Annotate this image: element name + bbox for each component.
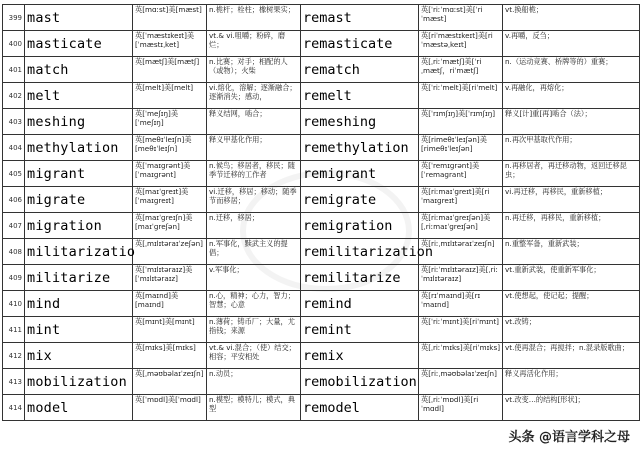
derived-word: remigrate <box>303 191 377 208</box>
row-number: 408 <box>8 247 22 256</box>
derived-phonetic: 英[ˈremɪɡrənt]美[ˈremaɡrant] <box>421 161 480 179</box>
table-row <box>3 187 640 213</box>
derived-meaning: n.再次甲基取代作用； <box>505 135 577 144</box>
row-number: 400 <box>8 39 22 48</box>
headword-cell <box>25 5 133 31</box>
headword: methylation <box>27 139 119 156</box>
derived-word-cell <box>301 239 434 265</box>
headword: melt <box>27 87 61 104</box>
headword-meaning-cell <box>207 265 301 291</box>
row-number: 412 <box>8 351 22 360</box>
row-number-cell <box>3 31 25 57</box>
derived-word: remodel <box>303 399 360 416</box>
derived-meaning: v.再嚼，反刍； <box>505 31 555 40</box>
headword-meaning: n.模型；模特儿；模式，典型 <box>209 395 295 413</box>
derived-word: remind <box>303 295 352 312</box>
headword-meaning-cell <box>207 369 301 395</box>
headword-phonetic: 英[ˈmeʃɪŋ]美[ˈmeʃɪŋ] <box>135 109 179 127</box>
derived-phonetic: 英[ˈriːˈmɪnt]美[riˈmɪnt] <box>421 317 499 326</box>
derived-meaning: vt.换船桅； <box>505 5 544 14</box>
headword-phonetic-cell <box>133 109 207 135</box>
headword-phonetic-cell <box>133 213 207 239</box>
derived-word: rematch <box>303 61 360 78</box>
headword-cell <box>25 187 133 213</box>
derived-meaning: vt.改铸； <box>505 317 536 326</box>
derived-meaning: 释义[计]重[再]啮合（法）； <box>505 109 592 118</box>
headword-meaning: vi.迁移，移居；移动；随季节而移居； <box>209 187 297 205</box>
derived-word-cell <box>301 369 419 395</box>
headword-meaning: vi.熔化，溶解；逐渐融合；逐渐消失；感动， <box>209 83 297 101</box>
derived-phonetic: 英[rimeθɪˈleɪʃən]美[rimeθɪˈleɪʃən] <box>421 135 487 153</box>
table-row <box>3 57 640 83</box>
derived-phonetic: 英[ˈrɪmʃɪŋ]美[ˈrɪmʃɪŋ] <box>421 109 496 118</box>
derived-word: remasticate <box>303 35 393 52</box>
headword-phonetic: 英[ˈmæstɪkeɪt]美[ˈmæstɪˌket] <box>135 31 195 49</box>
derived-phonetic: 英[riˈmæstɪkeɪt]美[riˈmæstəˌkeɪt] <box>421 31 493 49</box>
derived-meaning-cell <box>503 265 640 291</box>
row-number: 407 <box>8 221 22 230</box>
derived-meaning-cell <box>503 343 640 369</box>
headword-meaning-cell <box>207 187 301 213</box>
table-row <box>3 31 640 57</box>
headword-meaning-cell <box>207 395 301 421</box>
headword: model <box>27 399 69 416</box>
headword-phonetic-cell <box>133 317 207 343</box>
derived-meaning-cell <box>503 187 640 213</box>
headword: match <box>27 61 69 78</box>
table-row <box>3 343 640 369</box>
derived-word: remelt <box>303 87 352 104</box>
derived-word-cell <box>301 187 419 213</box>
derived-word-cell <box>301 291 419 317</box>
watermark-prefix: 头条 <box>508 430 535 445</box>
derived-meaning-cell <box>503 135 640 161</box>
derived-word-cell <box>301 109 419 135</box>
headword-phonetic-cell <box>133 265 207 291</box>
headword-cell <box>25 135 133 161</box>
headword-cell <box>25 369 133 395</box>
table-row <box>3 291 640 317</box>
derived-word: remigration <box>303 217 393 234</box>
headword-meaning-cell <box>207 83 301 109</box>
derived-meaning: vt.重新武装，使重新军事化； <box>505 265 601 274</box>
table-row <box>3 109 640 135</box>
headword-phonetic: 英[maɪnd]美[maɪnd] <box>135 291 179 309</box>
derived-word: remethylation <box>303 139 409 156</box>
table-row <box>3 239 640 265</box>
headword-cell <box>25 161 133 187</box>
headword-meaning: n.比赛；对手；相配的人（或物）；火柴 <box>209 57 288 75</box>
headword-meaning-cell <box>207 57 301 83</box>
headword-cell <box>25 109 133 135</box>
row-number: 409 <box>8 273 22 282</box>
derived-meaning: n.再移居者，再迁移动物，返回迁移昆虫； <box>505 161 627 179</box>
headword-meaning: vt.& vi.咀嚼；粉碎，磨烂； <box>209 31 286 49</box>
headword-cell <box>25 265 133 291</box>
headword-meaning: vt.& vi.混合；（使）结交；相容；平安相处 <box>209 343 296 361</box>
table-row <box>3 317 640 343</box>
derived-meaning-cell <box>503 213 640 239</box>
headword-cell <box>25 291 133 317</box>
derived-phonetic: 英[ˌriːˈmɒdl]美[riˈmɑdl] <box>421 395 479 413</box>
derived-word-cell <box>301 395 419 421</box>
derived-phonetic-cell <box>419 83 503 109</box>
derived-word: remint <box>303 321 352 338</box>
derived-word: remeshing <box>303 113 377 130</box>
headword: militarize <box>27 269 111 286</box>
headword-meaning: v.军事化； <box>209 265 244 274</box>
derived-meaning: vt.改变…的结构[形状]； <box>505 395 585 404</box>
headword-meaning: n.动员； <box>209 369 238 378</box>
derived-phonetic: 英[riːˈmɪlɪtəraɪz]美[ˌriːˈmɪlɪtəraɪz] <box>421 265 498 283</box>
derived-word-cell <box>301 213 419 239</box>
derived-meaning-cell <box>503 317 640 343</box>
row-number-cell <box>3 395 25 421</box>
headword-phonetic: 英[mætʃ]美[mætʃ] <box>135 57 200 66</box>
headword-meaning: n.候鸟；移居者，移民；随季节迁移的工作者 <box>209 161 295 179</box>
watermark <box>504 425 634 446</box>
row-number-cell <box>3 213 25 239</box>
derived-phonetic-cell <box>419 31 503 57</box>
headword-phonetic: 英[ˌmɪlɪtəraɪˈzeʃən] <box>135 239 203 248</box>
row-number-cell <box>3 83 25 109</box>
derived-word-cell <box>301 135 419 161</box>
table-row <box>3 265 640 291</box>
derived-meaning-cell <box>503 161 640 187</box>
derived-meaning-cell <box>503 395 640 421</box>
word-table-body <box>3 5 640 421</box>
headword-meaning-cell <box>207 213 301 239</box>
headword-phonetic: 英[mɪnt]美[mɪnt] <box>135 317 195 326</box>
derived-word-cell <box>301 83 419 109</box>
row-number-cell <box>3 135 25 161</box>
derived-phonetic-cell <box>419 317 503 343</box>
headword-cell <box>25 395 133 421</box>
headword-phonetic: 英[maɪˈɡreɪt]美[ˈmaɪɡreɪt] <box>135 187 189 205</box>
headword-meaning: n.桅杆；栓柱；橡树果实； <box>209 5 295 14</box>
headword-cell <box>25 317 133 343</box>
row-number-cell <box>3 161 25 187</box>
derived-word: remast <box>303 9 352 26</box>
derived-phonetic: 英[riːˌmɪlɪtəraɪˈzeɪʃn] <box>421 239 495 248</box>
headword-meaning-cell <box>207 239 301 265</box>
headword-phonetic-cell <box>133 239 207 265</box>
derived-meaning-cell <box>503 291 640 317</box>
row-number: 406 <box>8 195 22 204</box>
headword: mobilization <box>27 373 127 390</box>
derived-word: remobilization <box>303 373 417 390</box>
derived-meaning: v.再融化，再熔化； <box>505 83 569 92</box>
headword-meaning-cell <box>207 317 301 343</box>
headword-phonetic-cell <box>133 135 207 161</box>
headword-phonetic-cell <box>133 369 207 395</box>
derived-phonetic-cell <box>419 343 503 369</box>
headword-cell <box>25 213 133 239</box>
derived-phonetic-cell <box>419 395 503 421</box>
row-number: 405 <box>8 169 22 178</box>
derived-meaning: n.再迁移，再移民，重新移植； <box>505 213 606 222</box>
headword-meaning-cell <box>207 31 301 57</box>
row-number-cell <box>3 317 25 343</box>
headword-phonetic-cell <box>133 291 207 317</box>
headword-meaning-cell <box>207 5 301 31</box>
derived-word-cell <box>301 5 419 31</box>
headword-meaning-cell <box>207 291 301 317</box>
headword-meaning-cell <box>207 343 301 369</box>
headword-phonetic: 英[ˈmɪlɪtəraɪz]美[ˈmɪlɪtəraɪz] <box>135 265 193 283</box>
headword-phonetic-cell <box>133 395 207 421</box>
derived-phonetic-cell <box>419 161 503 187</box>
derived-phonetic-cell <box>419 109 503 135</box>
headword-phonetic-cell <box>133 57 207 83</box>
derived-word: remilitarization <box>303 243 434 260</box>
derived-word: remigrant <box>303 165 377 182</box>
derived-phonetic: 英[rɪˈmaɪnd]美[rɪˈmaɪnd] <box>421 291 481 309</box>
derived-meaning-cell <box>503 31 640 57</box>
row-number: 402 <box>8 91 22 100</box>
derived-meaning-cell <box>503 5 640 31</box>
derived-word-cell <box>301 265 419 291</box>
derived-meaning-cell <box>503 83 640 109</box>
row-number: 413 <box>8 377 22 386</box>
headword-phonetic: 英[mɑːst]美[mæst] <box>135 5 202 14</box>
derived-word-cell <box>301 31 419 57</box>
headword: mind <box>27 295 61 312</box>
derived-phonetic-cell <box>419 291 503 317</box>
headword-meaning: 释义结网，啮合； <box>209 109 267 118</box>
headword-phonetic: 英[ˈmɒdl]美[ˈmɑdl] <box>135 395 201 404</box>
derived-meaning-cell <box>503 109 640 135</box>
derived-meaning: vi.再迁移，再移民，重新移植； <box>505 187 607 196</box>
derived-phonetic-cell <box>419 369 503 395</box>
derived-word-cell <box>301 317 419 343</box>
derived-meaning: 释义再活化作用； <box>505 369 563 378</box>
derived-word-cell <box>301 57 419 83</box>
row-number-cell <box>3 57 25 83</box>
row-number-cell <box>3 265 25 291</box>
row-number-cell <box>3 343 25 369</box>
row-number: 410 <box>8 299 22 308</box>
headword-phonetic: 英[ˈmaɪɡrənt]美[ˈmaɪɡrənt] <box>135 161 191 179</box>
table-row <box>3 213 640 239</box>
derived-phonetic: 英[ˌriːˈmætʃ]美[ˈriˌmætʃ，riˈmætʃ] <box>421 57 482 75</box>
table-row <box>3 5 640 31</box>
derived-phonetic-cell <box>419 187 503 213</box>
watermark-handle: @语言学科之母 <box>538 430 630 445</box>
table-row <box>3 83 640 109</box>
derived-meaning-cell <box>503 239 640 265</box>
derived-phonetic-cell <box>419 213 503 239</box>
headword: migrant <box>27 165 86 182</box>
headword-meaning: n.军事化，黩武主义的提倡； <box>209 239 288 257</box>
headword-phonetic: 英[maɪˈɡreɪʃn]美[maɪˈɡreʃən] <box>135 213 193 231</box>
headword: mast <box>27 9 61 26</box>
headword: mix <box>27 347 52 364</box>
derived-meaning-cell <box>503 369 640 395</box>
headword: mint <box>27 321 61 338</box>
headword-phonetic: 英[meθɪˈleɪʃn]美[meθɪˈleɪʃn] <box>135 135 192 153</box>
headword: militarizatio <box>27 243 136 260</box>
headword-cell <box>25 343 133 369</box>
headword-meaning: n.心，精神；心力，智力；智慧；心意 <box>209 291 295 309</box>
headword-phonetic-cell <box>133 343 207 369</box>
headword-phonetic: 英[mɪks]美[mɪks] <box>135 343 196 352</box>
row-number: 401 <box>8 65 22 74</box>
derived-meaning: n.（运动竞赛、桥牌等的）重赛； <box>505 57 613 66</box>
table-row <box>3 135 640 161</box>
derived-meaning-cell <box>503 57 640 83</box>
row-number-cell <box>3 291 25 317</box>
derived-phonetic-cell <box>419 57 503 83</box>
derived-phonetic: 英[riːmaɪˈɡreɪʃən]美[ˌriːmaɪˈɡreɪʃən] <box>421 213 491 231</box>
derived-word: remilitarize <box>303 269 401 286</box>
row-number: 414 <box>8 403 22 412</box>
headword-meaning-cell <box>207 109 301 135</box>
headword: masticate <box>27 35 102 52</box>
derived-phonetic: 英[ˌriːˈmɪks]美[riˈmɪks] <box>421 343 501 352</box>
derived-phonetic-cell <box>419 5 503 31</box>
derived-meaning: vt.使再混合；再搅拌；n.混录版歌曲； <box>505 343 630 352</box>
row-number: 404 <box>8 143 22 152</box>
headword-meaning: n.薄荷；铸币厂；大量，尤指钱；来源 <box>209 317 295 335</box>
derived-phonetic: 英[riːmaɪˈɡreɪt]美[riˈmaɪɡreɪt] <box>421 187 490 205</box>
row-number-cell <box>3 109 25 135</box>
table-row <box>3 369 640 395</box>
derived-meaning: vt.使想起，使记起；提醒； <box>505 291 594 300</box>
derived-phonetic: 英[ˈriːˈmelt]美[riˈmelt] <box>421 83 498 92</box>
derived-word: remix <box>303 347 344 364</box>
headword-phonetic-cell <box>133 5 207 31</box>
headword-phonetic-cell <box>133 161 207 187</box>
row-number: 399 <box>8 13 22 22</box>
derived-phonetic-cell <box>419 135 503 161</box>
word-table <box>2 4 640 421</box>
headword-phonetic-cell <box>133 187 207 213</box>
headword-meaning: n.迁移，移居； <box>209 213 259 222</box>
headword-phonetic-cell <box>133 31 207 57</box>
row-number: 403 <box>8 117 22 126</box>
derived-meaning: n.重整军备，重新武装； <box>505 239 584 248</box>
headword: migration <box>27 217 102 234</box>
table-row <box>3 161 640 187</box>
headword-meaning-cell <box>207 135 301 161</box>
headword-cell <box>25 31 133 57</box>
headword-meaning-cell <box>207 161 301 187</box>
derived-word-cell <box>301 161 419 187</box>
headword-cell <box>25 83 133 109</box>
headword-phonetic: 英[ˌməʊbəlaɪˈzeɪʃn] <box>135 369 204 378</box>
table-row <box>3 395 640 421</box>
headword-cell <box>25 57 133 83</box>
headword: meshing <box>27 113 86 130</box>
derived-phonetic-cell <box>419 265 503 291</box>
headword-meaning: 释义甲基化作用； <box>209 135 267 144</box>
row-number-cell <box>3 5 25 31</box>
headword-phonetic: 英[melt]美[melt] <box>135 83 194 92</box>
derived-phonetic: 英[riːˌməʊbəlaɪˈzeɪʃn] <box>421 369 497 378</box>
headword: migrate <box>27 191 86 208</box>
derived-phonetic: 英[ˈriːˈmɑːst]美[ˈriˈmæst] <box>421 5 483 23</box>
row-number-cell <box>3 239 25 265</box>
headword-phonetic-cell <box>133 83 207 109</box>
row-number-cell <box>3 187 25 213</box>
derived-word-cell <box>301 343 419 369</box>
headword-cell <box>25 239 136 265</box>
row-number: 411 <box>8 325 22 334</box>
row-number-cell <box>3 369 25 395</box>
